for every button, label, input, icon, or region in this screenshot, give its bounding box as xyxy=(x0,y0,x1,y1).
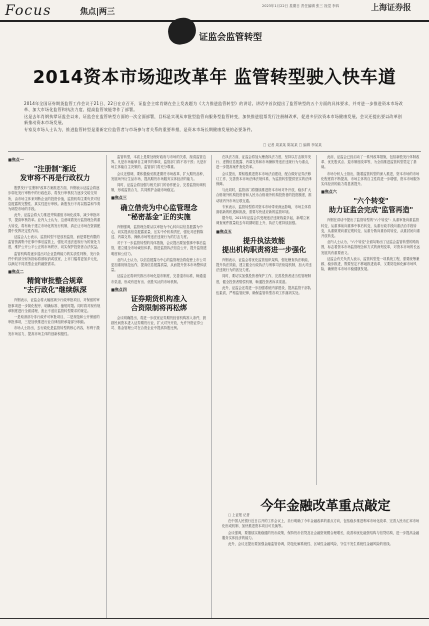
bottom-article-headline: 今年金融改革重点敲定 xyxy=(260,499,391,514)
column-divider xyxy=(211,155,212,618)
sub-headline: 确立借壳为中心监管理念 "秘密基金"正的实施 xyxy=(120,203,198,221)
lead-paragraph: 专家及市场人士认为，推进监管转型是重新定位监管者与市场参与者关系的重要举措，是资本市场长期健康发展的必要条件。 xyxy=(24,127,255,132)
body-paragraph: 肖钢强调，监管理念要从以审批为中心转向以信息披露为中心，切实提高信息披露质量，压实中介机构责任，强化对虚假陈述、内幕交易、操纵市场等违法违规行为的打击力度。 xyxy=(111,224,204,240)
body-paragraph: 市场分析人士指出，随着监管转型的深入推进，资本市场的市场化程度将不断提高，市场主体的自主性将进一步增强，资本市场服务实体经济的能力将显著提升。 xyxy=(321,171,420,187)
body-paragraph: 证监会还将研究推出市场化退市制度，完善退市标准，畅通退市渠道，形成有进有出、优胜劣汰的市场机制。 xyxy=(111,274,207,284)
body-paragraph: 会议明确提出，将进一步放宽证券期货经营机构准入条件，鼓励民间资本进入证券期货行业，扩大对外开放，允许外资证券公司、基金管理公司在合资企业中提高持股比例。 xyxy=(111,316,207,331)
article-column-1 xyxy=(8,155,102,610)
body-paragraph: 监管转型，本质上是要处理好政府与市场的关系，厘清监管边界。凡是市场能够自主调节的事项，监管部门将不再干预；凡是市场主体能自主决策的，监管部门将充分尊重。 xyxy=(111,155,207,170)
section-title-cn: 焦点|两三 xyxy=(80,7,115,16)
column-divider xyxy=(316,155,317,485)
article-column-2 xyxy=(111,155,207,618)
topic-subtitle: 证监会监管转型 xyxy=(199,33,263,43)
newspaper-name: 上海证券报 xyxy=(371,2,411,12)
body-paragraph: 一是取消部分非行政许可审批项目，二是规范和公开保留的审批事项，三是加快推进行业自律组织承接部分职能。 xyxy=(8,315,100,325)
lead-paragraphs xyxy=(24,101,406,134)
body-paragraph: 专家表示，监管转型将对资本市场带来深远影响，市场主体将面临新的机遇和挑战，需要尽快适应新的监管环境。 xyxy=(216,204,312,215)
body-paragraph: 会议提出，要积极推进资本市场法治建设，配合做好证券法修订工作，完善资本市场法律法规体系，为监管转型提供坚实的法律保障。 xyxy=(216,171,312,187)
body-paragraph: 业内人士认为，以信息披露为中心的监管理念将促使上市公司更加重视规范运作，提高信息披露质量，从而提升资本市场整体质量。 xyxy=(111,257,207,273)
body-paragraph: 在中国人民银行近日召开的工作会议上，央行明确了今年金融改革的重点方向，包括稳步推进利率市场化改革、完善人民币汇率市场化形成机制、加快推进资本项目可兑换等。 xyxy=(222,519,420,529)
body-paragraph: 证监会有关负责人表示，监管转型是一项系统工程，需要统筹兼顾、稳步推进，既要坚定不移地推进改革，又要防范和化解市场风险，确保资本市场平稳健康发展。 xyxy=(321,256,420,272)
sub-headline: 证券期货机构准入 合资限制将再松绑 xyxy=(131,295,187,313)
body-paragraph: 股票发行"注册制"改革方案推进方面，肖钢表示证监会将逐步弱化发行审核中的行政色彩，将发行审核权力逐步交给交易所，由市场主体来判断企业的投资价值，监管机构主要负责对信息披露的完整性、真实性进行审核。新股发行不再以数量和节奏为调控市场的手段。 xyxy=(8,186,101,212)
sub-headline: 提升执法效能 提出机构职责将进一步强化 xyxy=(222,236,306,254)
body-paragraph: 会议还强调，要积极稳妥推进期货市场改革，扩大期货品种，发展场外衍生品市场，提高期货市场服务实体经济的能力。 xyxy=(111,171,207,181)
body-paragraph: 肖钢在讲话中提出了监管转型的"六个转变"：从重审批向重监管转变，从重事前向重事中事后转变，从重行政手段向重法治手段转变，从重微观向重宏观转变，从重分散向重协同转变，从重封闭向重开放转变。 xyxy=(321,218,420,239)
body-paragraph: 对于下一步监管转型的具体措施，会议提出要加强事中事后监管，建立健全市场诚信体系，推进监管执法信息公开，提升监管透明度和公信力。 xyxy=(111,241,207,256)
body-paragraph: 此外，证监会还将进一步加强系统内部建设，提高监管干部队伍素质，严格监管纪律，确保监管转型各项工作落到实处。 xyxy=(216,285,312,296)
sub-headline: 精简审批整合规章 "去行政化"继续纵深 xyxy=(23,277,87,295)
body-paragraph: 肖钢表示，证监会将大幅度减少行政审批项目，对保留的审批事项进一步简化程序、明确标准、缩短时限。同时将对现有规章制度进行全面清理，废止不适应监管转型要求的规定。 xyxy=(8,298,101,313)
section-tag: ■焦点四 xyxy=(111,286,127,292)
body-paragraph: □ 上证报 记者 xyxy=(228,513,250,517)
sub-headline: "注册制"渐近 发审将不再是行政权力 xyxy=(20,165,90,183)
body-paragraph: 此前，证监会已经启动了一系列改革措施，包括新股发行体制改革、优先股试点、退市制度改革等，为全面推进监管转型奠定了基础。 xyxy=(321,155,420,170)
body-paragraph: 证监会人士表示，监管转型不是放松监管，而是要把有限的监管资源集中在事中事后监管上，强化对违法违规行为的查处力度，维护公开公平公正的市场秩序，切实保护投资者合法权益。 xyxy=(8,235,101,250)
body-paragraph: 同时，要切实加强投资者保护工作，完善投资者适当性管理制度，健全投资者赔偿机制，畅通投资者诉求渠道。 xyxy=(216,274,312,284)
section-tag: ■焦点二 xyxy=(8,269,24,275)
body-paragraph: 此外，证监会将大力推进并购重组市场化改革，减少审批环节，提高审核效率。业内人士认为，这意味着发行监管理念的重大转变，将有助于建立市场化的发行机制，真正让市场在资源配置中发挥决定性作用。 xyxy=(8,213,101,233)
body-paragraph: 同时，证监会将加强与相关部门的协作配合，完善监管协调机制，形成监管合力，共同维护金融市场稳定。 xyxy=(111,183,207,193)
column-divider xyxy=(106,155,107,618)
body-paragraph: 在执法方面，证监会将加大稽查执法力度，坚持以打击欺诈发行、虚假信息披露、内幕交易和市场操纵等违法违规行为为重点，进一步提高案件查处效率。 xyxy=(216,155,312,170)
footer-rule xyxy=(0,618,429,619)
body-paragraph: 与此同时，监管部门将继续推进资本市场对外开放，稳步扩大合格境外机构投资者和人民币合格境外机构投资者的投资额度，推动境内外市场互联互通。 xyxy=(216,188,312,203)
body-paragraph: 业内人士认为，"六个转变"全面勾勒出了证监会监管转型的路线图，标志着资本市场监管理念和方式的深刻变革，对资本市场的长远发展具有重要意义。 xyxy=(321,240,420,255)
lead-paragraph: 这是去年肖钢执掌证监会以来，证监会在监管转型方面的一次全面部署，目标是实现从审批型监管向服务型监管转变，加快推进股票发行注册制改革，促进多层次资本市场健康发展。会议还提出要以改革创新推动资本市场发展。 xyxy=(24,114,402,125)
body-paragraph: 市场人士指出，去行政化是监管转型的核心内容，有利于激发市场活力，提高市场主体的创新积极性。 xyxy=(8,326,100,336)
section-title-en: Focus xyxy=(5,3,52,19)
main-headline: 2014资本市场迎改革年 监管转型驶入快车道 xyxy=(32,68,397,88)
body-paragraph: 肖钢表示，证监会将优化监管组织架构，强化稽查执法职能，提升执法效能，建立健全行政执法与刑事司法衔接机制，加大对违法违规行为的惩处力度。 xyxy=(216,257,312,273)
section-tag: ■焦点三 xyxy=(111,195,127,201)
lead-rule xyxy=(8,151,421,152)
body-paragraph: 此外，会议还提出要加强金融监管协调，防范化解系统性、区域性金融风险，守住不发生系统性金融风险的底线。 xyxy=(228,542,393,547)
header-rule xyxy=(0,20,429,22)
sub-headline: "六个转变" 助力证监会完成"监管再造" xyxy=(328,197,414,215)
page-header xyxy=(0,0,429,46)
section-tag: ■焦点六 xyxy=(321,189,337,195)
issue-meta: 2023年1月22日 星期日 责任编辑 张三 视觉 李四 xyxy=(262,4,340,8)
bottom-article-body xyxy=(222,513,422,616)
byline: □ 记者 周某某 陈某某 □ 编辑 李某某 xyxy=(263,143,322,147)
body-paragraph: 监管机构将逐步退出对企业盈利能力的实质性判断，发行条件中的部分财务指标将被取消或放宽，上市门槛将更加多元化，以满足不同类型企业的融资需求。 xyxy=(8,251,101,267)
body-paragraph: 会议强调，要继续实施稳健的货币政策，保持货币信贷及社会融资规模合理增长，改善和优化融资结构与信贷结构，进一步提高金融服务实体经济的能力。 xyxy=(222,530,420,540)
article-column-4 xyxy=(321,155,421,485)
section-tag: ■焦点五 xyxy=(216,228,232,234)
lead-paragraph: 2014年全国证券期货监管工作会议于21日、22日在京召开，证监会主席肖钢在会上发表题为《大力推进监管转型》的讲话。讲话中首次提出了监管转型的五个方面的具体要求，并对进一步推进资本市场改革、加大市场化监管和执法力度、提高监管效能等作了部署。 xyxy=(24,101,403,112)
body-paragraph: 据介绍，2013年证监会共受理违法违规线索多起，新增立案调查案件数量较去年同期明显上升，执法力度持续加强。 xyxy=(216,216,310,226)
article-column-3 xyxy=(216,155,312,485)
section-tag: ■焦点一 xyxy=(8,157,24,162)
